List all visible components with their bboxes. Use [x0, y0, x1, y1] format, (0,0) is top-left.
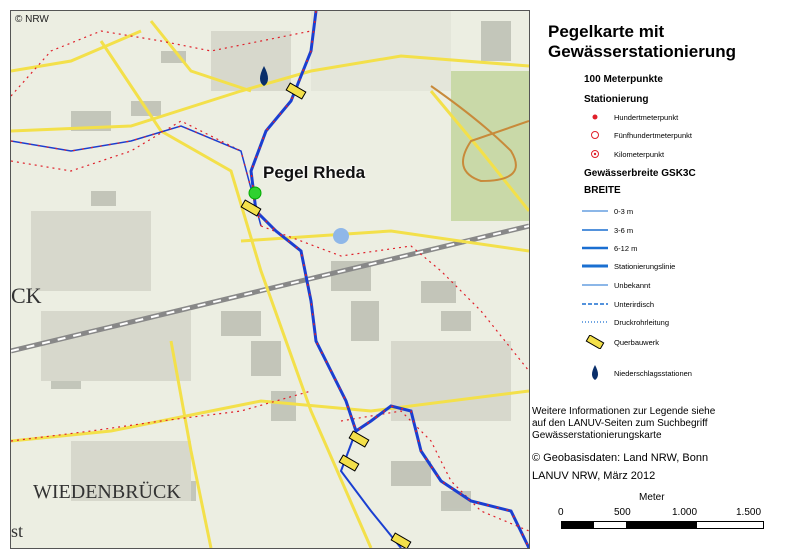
gauge-marker	[249, 187, 261, 199]
credit-lanuv: LANUV NRW, März 2012	[532, 470, 656, 482]
scale-bar	[561, 521, 764, 529]
legend-item-stationierungslinie: Stationierungslinie	[580, 259, 675, 273]
scale-tick-1000: 1.000	[672, 507, 698, 518]
red-circle-icon	[580, 128, 610, 142]
legend-heading-width-1: Gewässerbreite GSK3C	[584, 168, 696, 179]
legend-heading-width-2: BREITE	[584, 185, 621, 196]
legend-title-line2: Gewässerstationierung	[548, 42, 737, 61]
legend-info-line1: Weitere Informationen zur Legende siehe	[532, 406, 716, 417]
legend-info-line2: auf den LANUV-Seiten zum Suchbegriff	[532, 418, 708, 429]
scale-tick-0: 0	[558, 507, 564, 518]
legend-title	[548, 22, 736, 62]
gauge-label: Pegel Rheda	[263, 163, 366, 182]
scale-unit-label: Meter	[639, 492, 665, 503]
legend-item-druckrohrleitung: Druckrohrleitung	[580, 315, 669, 329]
credit-geobasisdaten: © Geobasisdaten: Land NRW, Bonn	[532, 452, 709, 464]
pond	[333, 228, 349, 244]
red-dot-icon	[580, 110, 610, 124]
legend-panel	[530, 18, 790, 548]
red-circle-dot-icon	[580, 147, 610, 161]
legend-item-kilometerpunkt: Kilometerpunkt	[580, 147, 664, 161]
dashed-line-icon	[580, 297, 610, 311]
medium-line-icon	[580, 223, 610, 237]
place-label-ck: CK	[11, 283, 42, 308]
legend-item-width-3-6: 3-6 m	[580, 223, 633, 237]
scale-tick-500: 500	[614, 507, 631, 518]
weir-icon	[580, 335, 610, 349]
thick-line-icon	[580, 241, 610, 255]
scale-tick-1500: 1.500	[736, 507, 762, 518]
map-copyright: © NRW	[15, 14, 49, 25]
dotted-line-icon	[580, 315, 610, 329]
rain-drop-icon	[580, 366, 610, 380]
legend-item-width-6-12: 6-12 m	[580, 241, 637, 255]
legend-item-fuenfhundertmeterpunkt: Fünfhundertmeterpunkt	[580, 128, 692, 142]
map-area[interactable]	[10, 10, 530, 549]
place-label-st: st	[11, 521, 24, 541]
station-line-icon	[580, 259, 610, 273]
legend-item-querbauwerk: Querbauwerk	[580, 335, 659, 349]
legend-heading-points-2: Stationierung	[584, 94, 649, 105]
place-label-wiedenbrueck: WIEDENBRÜCK	[33, 481, 181, 503]
thin-line-icon	[580, 204, 610, 218]
legend-item-hundertmeterpunkt: Hundertmeterpunkt	[580, 110, 678, 124]
legend-info-line3: Gewässerstationierungskarte	[532, 430, 662, 441]
legend-title-line1: Pegelkarte mit	[548, 22, 665, 41]
legend-item-unbekannt: Unbekannt	[580, 278, 650, 292]
map-graphic	[11, 11, 529, 548]
legend-heading-points-1: 100 Meterpunkte	[584, 74, 663, 85]
legend-item-unterirdisch: Unterirdisch	[580, 297, 654, 311]
legend-item-niederschlagsstationen: Niederschlagsstationen	[580, 366, 692, 380]
unknown-line-icon	[580, 278, 610, 292]
legend-item-width-0-3: 0-3 m	[580, 204, 633, 218]
